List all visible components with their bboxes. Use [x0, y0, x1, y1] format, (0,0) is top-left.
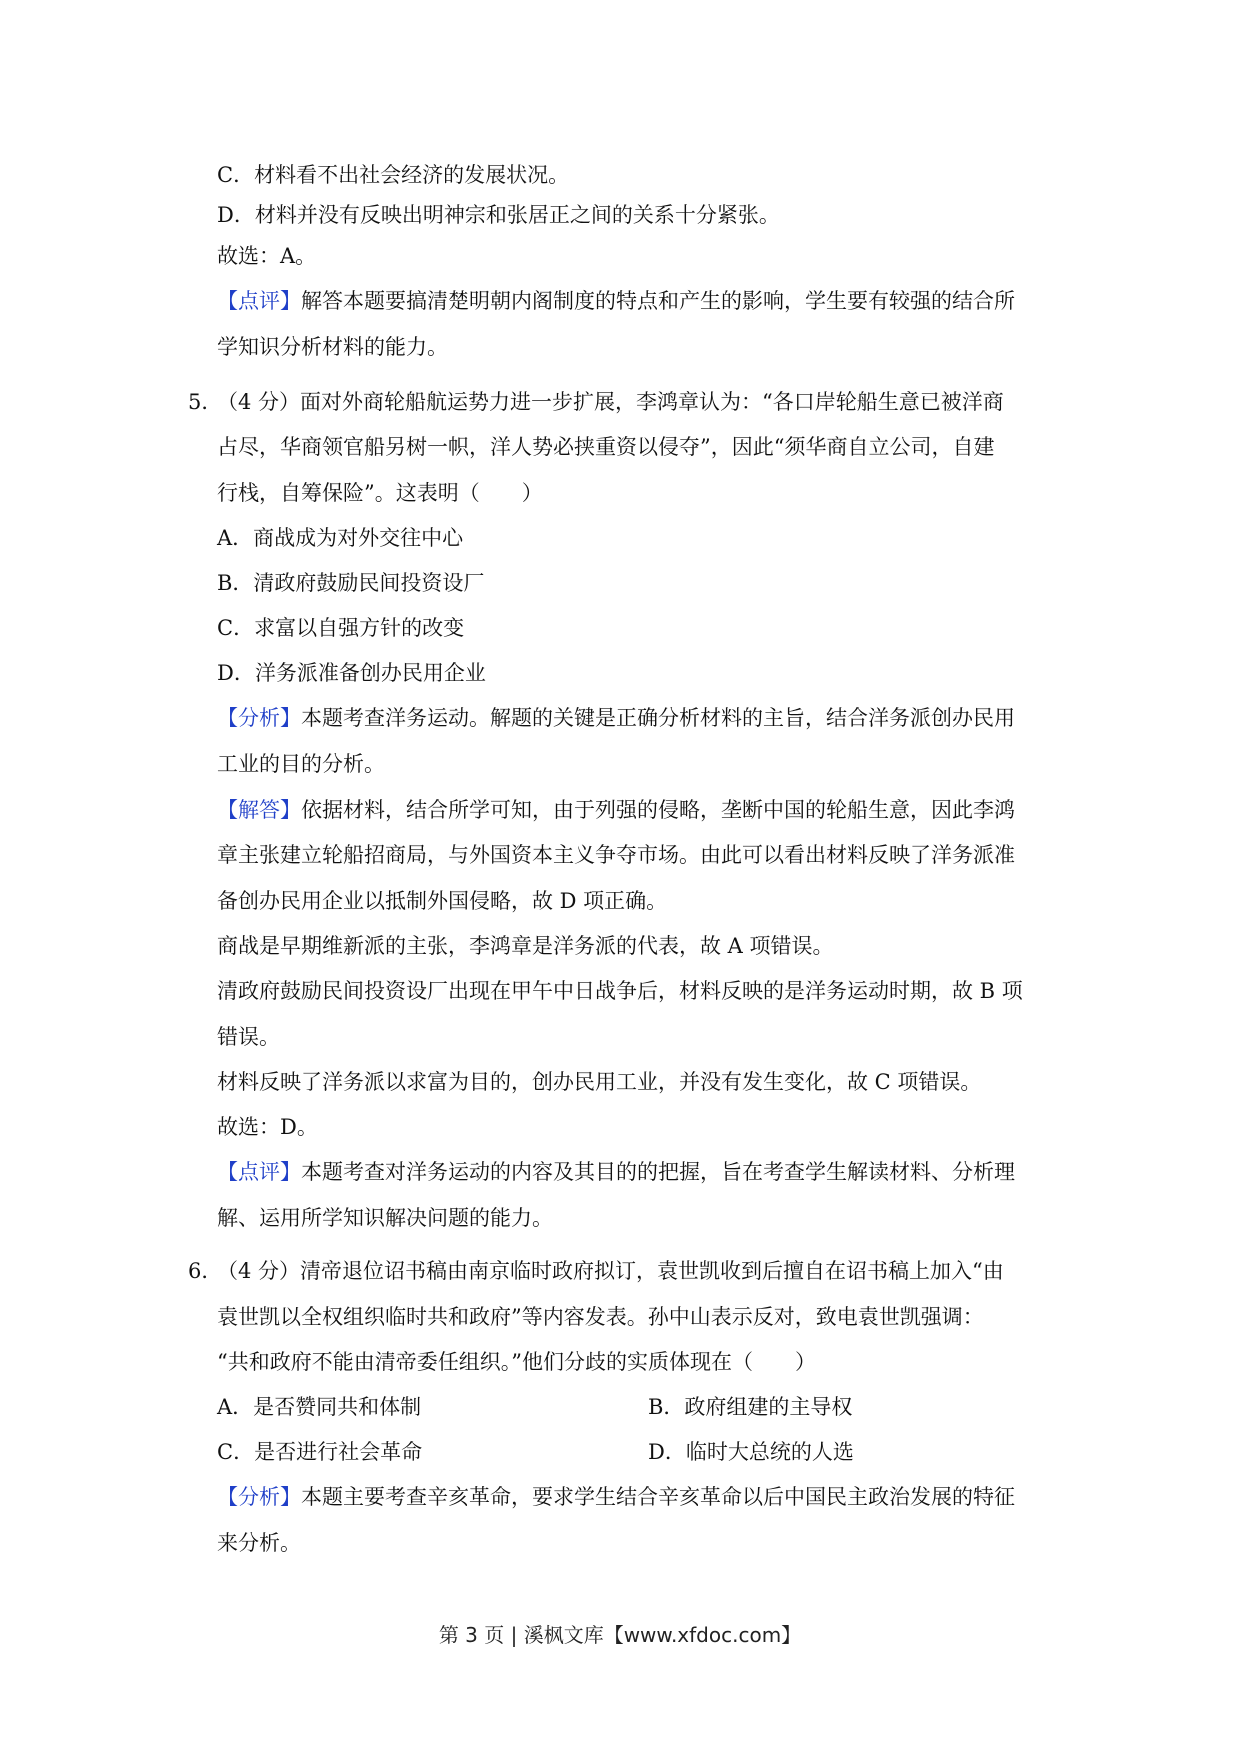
q5-stem-line-2: 占尽，华商领官船另树一帜，洋人势必挟重资以侵夺”，因此“须华商自立公司，自建 [217, 435, 995, 459]
q6-analysis-line-1 [217, 1482, 1015, 1512]
q5-option-a: A．商战成为对外交往中心 [217, 526, 464, 550]
page-footer: 第 3 页 | 溪枫文库【www.xfdoc.com】 [438, 1623, 802, 1647]
q4-option-d: D．材料并没有反映出明神宗和张居正之间的关系十分紧张。 [217, 203, 780, 227]
q5-solution-line-5: 清政府鼓励民间投资设厂出现在甲午中日战争后，材料反映的是洋务运动时期，故 B 项 [217, 979, 1023, 1003]
q6-option-a: A．是否赞同共和体制 [217, 1395, 422, 1419]
q5-option-b: B．清政府鼓励民间投资设厂 [217, 571, 485, 595]
q6-stem-line-3: “共和政府不能由清帝委任组织。”他们分歧的实质体现在（ ） [217, 1350, 816, 1374]
q4-answer: 故选：A。 [217, 244, 317, 268]
q5-solution-line-1 [217, 795, 1015, 825]
q6-stem-line-1: （4 分）清帝退位诏书稿由南京临时政府拟订，袁世凯收到后擅自在诏书稿上加入“由 [217, 1259, 1004, 1283]
q5-stem-line-3: 行栈，自筹保险”。这表明（ ） [217, 481, 543, 505]
analysis-tag: 【分析】 [217, 706, 301, 730]
q6-option-c: C．是否进行社会革命 [217, 1440, 423, 1464]
q5-solution-line-6: 错误。 [217, 1025, 280, 1049]
q5-analysis-line-1 [217, 703, 1015, 733]
q5-comment-line-1 [217, 1157, 1015, 1187]
q5-solution-line-2: 章主张建立轮船招商局，与外国资本主义争夺市场。由此可以看出材料反映了洋务派准 [217, 843, 1015, 867]
q6-option-b: B．政府组建的主导权 [648, 1395, 853, 1419]
q5-answer: 故选：D。 [217, 1115, 318, 1139]
q6-stem-line-2: 袁世凯以全权组织临时共和政府”等内容发表。孙中山表示反对，致电袁世凯强调： [217, 1305, 984, 1329]
q5-solution-text: 依据材料，结合所学可知，由于列强的侵略，垄断中国的轮船生意，因此李鸿 [301, 798, 1015, 822]
q6-analysis-line-2: 来分析。 [217, 1531, 301, 1555]
q6-option-d: D．临时大总统的人选 [648, 1440, 854, 1464]
q5-solution-line-7: 材料反映了洋务派以求富为目的，创办民用工业，并没有发生变化，故 C 项错误。 [217, 1070, 982, 1094]
q5-option-c: C．求富以自强方针的改变 [217, 616, 465, 640]
q5-comment-text: 本题考查对洋务运动的内容及其目的的把握，旨在考查学生解读材料、分析理 [301, 1160, 1015, 1184]
q4-option-c: C．材料看不出社会经济的发展状况。 [217, 163, 570, 187]
q5-analysis-line-2: 工业的目的分析。 [217, 752, 385, 776]
q4-comment-line-2: 学知识分析材料的能力。 [217, 335, 448, 359]
q5-stem-line-1: （4 分）面对外商轮船航运势力进一步扩展，李鸿章认为：“各口岸轮船生意已被洋商 [217, 390, 1004, 414]
q5-solution-line-3: 备创办民用企业以抵制外国侵略，故 D 项正确。 [217, 889, 668, 913]
analysis-tag: 【分析】 [217, 1485, 301, 1509]
q4-comment-text: 解答本题要搞清楚明朝内阁制度的特点和产生的影响，学生要有较强的结合所 [301, 289, 1015, 313]
q6-analysis-text: 本题主要考查辛亥革命，要求学生结合辛亥革命以后中国民主政治发展的特征 [301, 1485, 1015, 1509]
q6-number: 6． [188, 1259, 223, 1283]
solution-tag: 【解答】 [217, 798, 301, 822]
q5-comment-line-2: 解、运用所学知识解决问题的能力。 [217, 1206, 553, 1230]
q5-analysis-text: 本题考查洋务运动。解题的关键是正确分析材料的主旨，结合洋务派创办民用 [301, 706, 1015, 730]
comment-tag: 【点评】 [217, 1160, 301, 1184]
q5-number: 5． [188, 390, 223, 414]
q4-comment-line-1 [217, 286, 1015, 316]
comment-tag: 【点评】 [217, 289, 301, 313]
q5-option-d: D．洋务派准备创办民用企业 [217, 661, 486, 685]
q5-solution-line-4: 商战是早期维新派的主张，李鸿章是洋务派的代表，故 A 项错误。 [217, 934, 834, 958]
